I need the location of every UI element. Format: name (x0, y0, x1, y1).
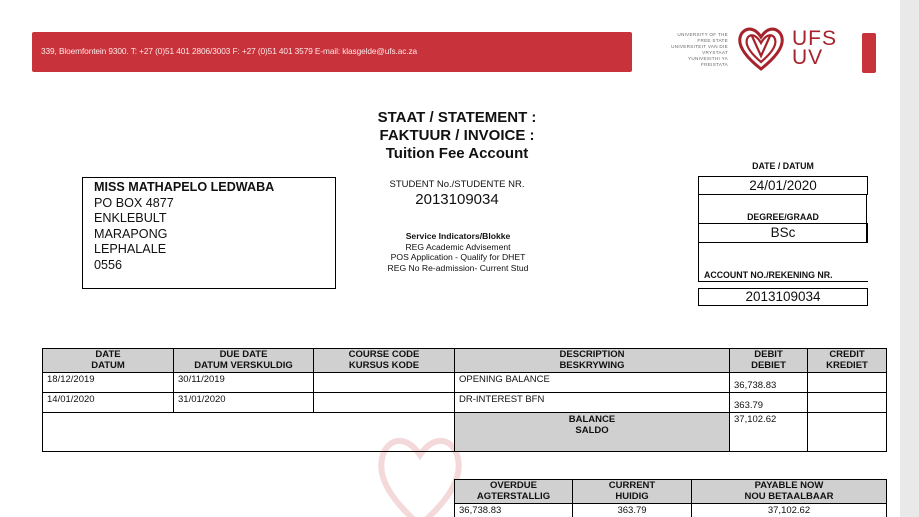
balance-debit: 37,102.62 (730, 413, 808, 452)
addressee-name: MISS MATHAPELO LEDWABA (94, 180, 275, 194)
account-value: 2013109034 (698, 288, 868, 306)
payable-now-header: PAYABLE NOW NOU BETAALBAAR (692, 480, 887, 504)
row-date: 18/12/2019 (43, 373, 174, 393)
row-credit (808, 373, 887, 393)
summary-header-row (455, 480, 887, 504)
table-header-row (43, 349, 887, 373)
logo-uv-text: UV (792, 46, 824, 69)
row-due-date: 30/11/2019 (174, 373, 314, 393)
statement-title (357, 109, 557, 163)
title-line: FAKTUUR / INVOICE : (379, 127, 535, 144)
col-credit-header: CREDIT KREDIET (808, 349, 887, 373)
row-due-date: 31/01/2020 (174, 393, 314, 413)
table-row (43, 393, 887, 413)
title-line: STAAT / STATEMENT : (377, 109, 537, 126)
contact-band (32, 32, 632, 72)
crest-line: YUNIVESITHI YA (687, 56, 728, 61)
row-date: 14/01/2020 (43, 393, 174, 413)
crest-line: FREISTATA (701, 62, 728, 67)
transactions-table (42, 348, 887, 452)
row-course-code (314, 393, 455, 413)
brand-red-bar (862, 33, 876, 73)
student-number: 2013109034 (415, 191, 499, 208)
col-date-header: DATE DATUM (43, 349, 174, 373)
col-course-code-header: COURSE CODE KURSUS KODE (314, 349, 455, 373)
degree-value: BSc (698, 223, 868, 243)
balance-credit (808, 413, 887, 452)
summary-table (454, 479, 887, 517)
panel-left-border (698, 242, 699, 282)
degree-label: DEGREE/GRAAD (747, 212, 819, 222)
crest-line: UNIVERSITEIT VAN DIE (671, 44, 728, 49)
current-value: 363.79 (573, 504, 692, 517)
col-due-date-header: DUE DATE DATUM VERSKULDIG (174, 349, 314, 373)
logo-wordmark (792, 29, 837, 67)
col-description-header: DESCRIPTION BESKRYWING (455, 349, 730, 373)
title-line: Tuition Fee Account (385, 145, 529, 162)
address-line: PO BOX 4877 (94, 195, 174, 210)
overdue-header: OVERDUE AGTERSTALLIG (455, 480, 573, 504)
address-line: 0556 (94, 257, 123, 272)
date-label: DATE / DATUM (752, 161, 814, 171)
address-line: ENKLEBULT (94, 211, 167, 225)
col-debit-header: DEBIT DEBIET (730, 349, 808, 373)
row-description: OPENING BALANCE (455, 373, 730, 393)
balance-row (43, 413, 887, 452)
service-item: REG No Re-admission- Current Stud (387, 262, 529, 273)
address-line: MARAPONG (94, 226, 168, 241)
panel-bottom-border (698, 281, 868, 282)
university-crest-text (640, 32, 728, 68)
service-item: REG Academic Advisement (405, 241, 511, 252)
crest-line: UNIVERSITY OF THE (677, 32, 728, 37)
crest-line: FREE STATE (697, 38, 728, 43)
row-course-code (314, 373, 455, 393)
date-value: 24/01/2020 (698, 176, 868, 195)
contact-line: 339, Bloemfontein 9300. T: +27 (0)51 401 2806/3003 F: +27 (0)51 401 3579 E-mail: klasgelde@ufs.ac.za (41, 46, 418, 56)
row-description: DR-INTEREST BFN (455, 393, 730, 413)
row-debit: 36,738.83 (730, 373, 808, 393)
row-credit (808, 393, 887, 413)
ufs-logo-icon (734, 24, 788, 74)
overdue-value: 36,738.83 (455, 504, 573, 517)
service-heading: Service Indicators/Blokke (405, 231, 511, 241)
student-number-label: STUDENT No./STUDENTE NR. (389, 179, 525, 190)
service-item: POS Application - Qualify for DHET (390, 252, 526, 262)
summary-values-row (455, 504, 887, 517)
current-header: CURRENT HUIDIG (573, 480, 692, 504)
table-row (43, 373, 887, 393)
logo-ufs-text: UFS (792, 27, 837, 50)
balance-empty-cell (43, 413, 455, 452)
service-indicators (340, 231, 576, 273)
address-box (82, 177, 336, 289)
account-label: ACCOUNT NO./REKENING NR. (704, 270, 833, 280)
balance-label: BALANCE SALDO (455, 413, 730, 452)
payable-now-value: 37,102.62 (692, 504, 887, 517)
crest-line: VRYSTAAT (702, 50, 728, 55)
address-line: LEPHALALE (94, 242, 167, 256)
row-debit: 363.79 (730, 393, 808, 413)
